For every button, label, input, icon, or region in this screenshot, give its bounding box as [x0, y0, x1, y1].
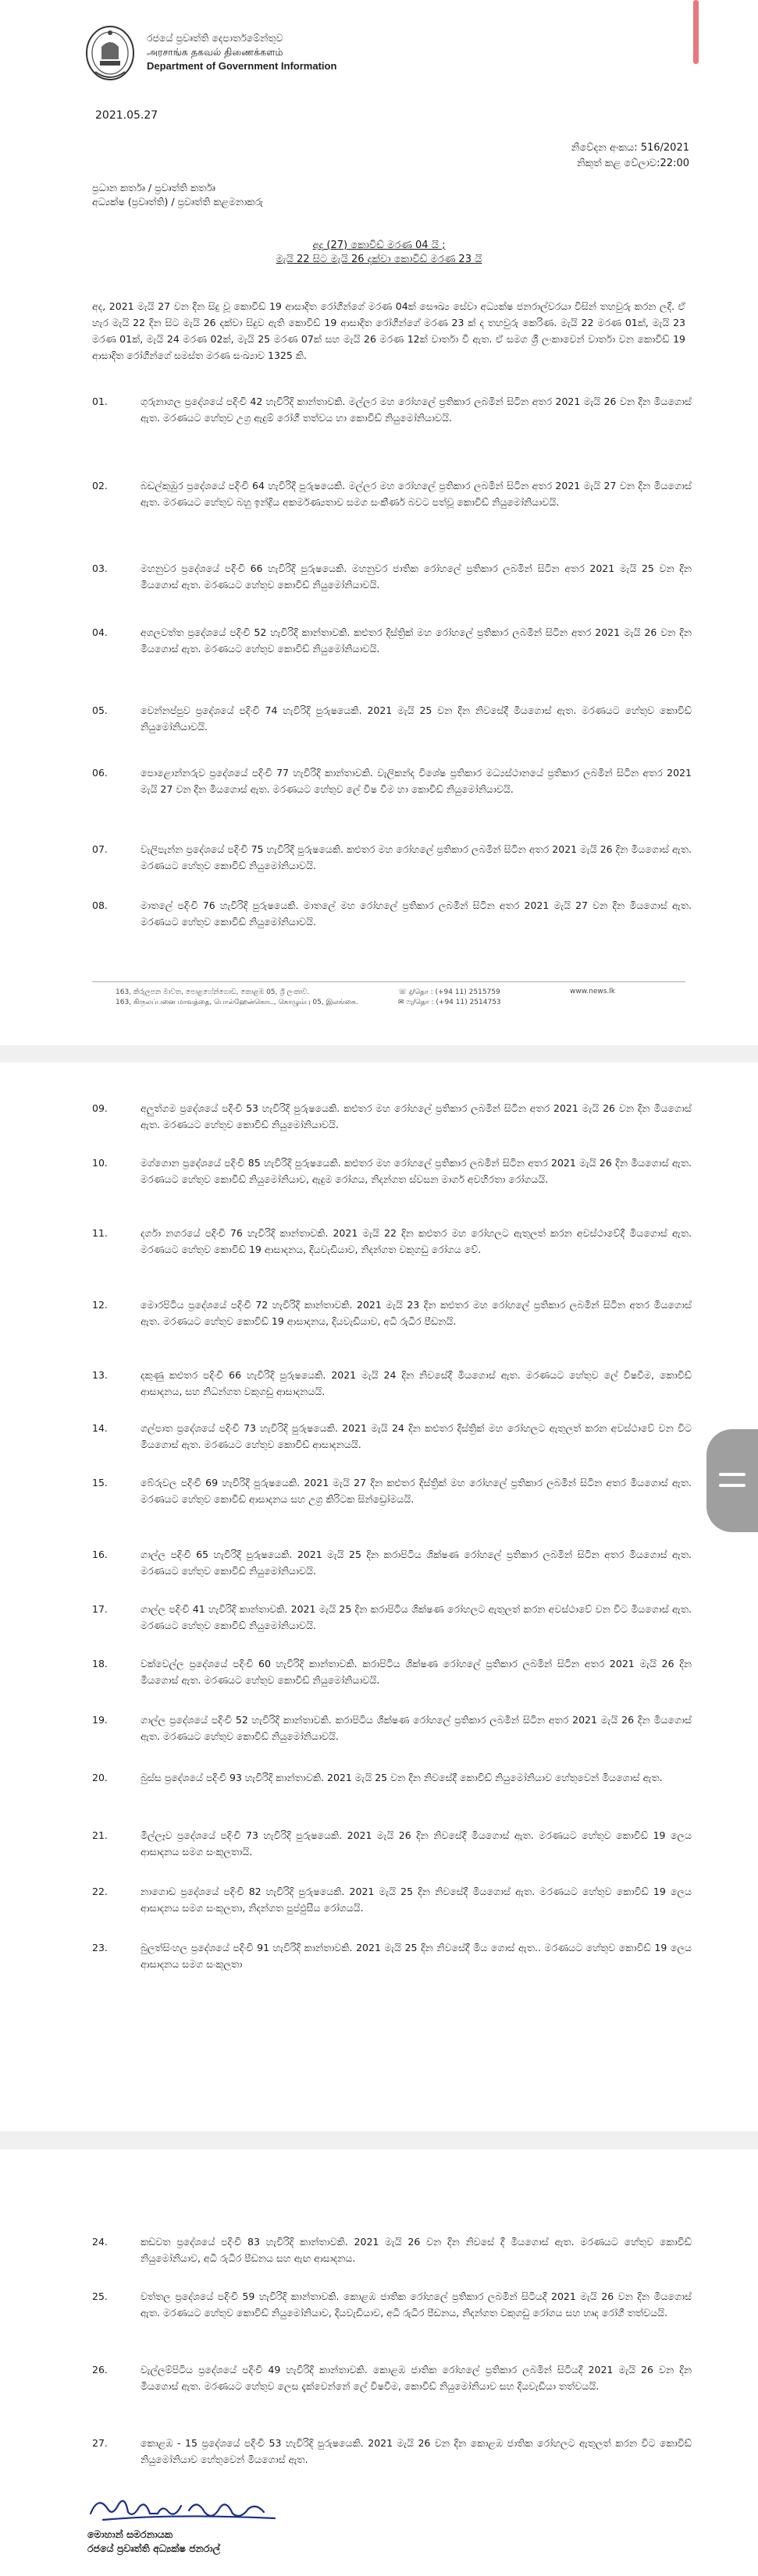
footer-contact	[398, 988, 501, 1008]
document-heading	[0, 239, 758, 267]
page-separator	[0, 1045, 758, 1063]
footer-website: www.news.lk	[570, 988, 615, 995]
page-2: 09. අලුත්ගම ප්‍රදේශයේ පදිංචි 53 හැවිරිදි පුරුෂයෙකි. කළුතර මහ රෝහලේ ප්‍රතිකාර ලබමින් සිටින අතර 2021 මැයි 26 වන දින මියගොස් ඇත. මරණයට හේතුව කොවිඩ් නියුමෝනියාවයි. 10. මග්ගොන ප්‍රදේශයේ පදිංචි 85 හැවිරිදි පුරුෂයෙකි. කළුතර මහ රෝහලේ ප්‍රතිකාර ලබමින් සිටින අතර 2021 මැයි 26 දින මියගොස් ඇත. මරණයට හේතුව කොවිඩ් නියුමෝනියාව, ඇදුම රෝගය, නිදන්ගත ස්වසන මාර්ග අවහිරතා රෝගයයි. 11. දර්ගා නගරයේ පදිංචි 76 හැවිරිදි කාන්තාවකි. 2021 මැයි 22 දින කළුතර මහ රෝහලට ඇතුලත් කරන අවස්ථාවේදී මියගොස් ඇත. මරණයට හේතුව කොවිඩ් 19 ආසාදනය, දියවැඩියාව, නිදන්ගත වකුගඩු රෝගය වේ. 12. මොරපිටිය ප්‍රදේශයේ පදිංචි 72 හැවිරිදි කාන්තාවකි. 2021 මැයි 23 දින කළුතර මහ රෝහලේ ප්‍රතිකාර ලබමින් සිටින අතර මියගොස් ඇත. මරණයට හේතුව කොවිඩ් 19 ආසාදනය, දියවැඩියාව, අධි රුධිර පීඩනයි. 13. දකුණු කළුතර පදිංචි 66 හැවිරිදි පුරුෂයෙකි. 2021 මැයි 24 දින නිවසේදී මියගොස් ඇත. මරණයට හේතුව ලේ විෂවීම, කොවිඩ් ආසාදනය, සහ නිධන්ගත වකුගඩු ආසාදනයයි. 14. ගල්පාත ප්‍රදේශයේ පදිංචි 73 හැවිරිදි පුරුෂයෙකි. 2021 මැයි 24 දින කළුතර දිස්ත්‍රික් මහ රෝහලට ඇතුලත් කරන අවස්ථාවේ වන විට මියගොස් ඇත. මරණයට හේතුව කොවිඩ් ආසාදනයයි. 15. බේරුවල පදිංචි 69 හැවිරිදි පුරුෂයෙකි. 2021 මැයි 27 දින කළුතර දිස්ත්‍රික් මහ රෝහලේ ප්‍රතිකාර ලබමින් සිටින අතර මියගොස් ඇත. මරණයට හේතුව කොවිඩ් ආසාදනය සහ උග්‍ර කිරිටක සින්ඩ්‍රෝමයයි. 16. ගාල්ල පදිංචි 65 හැවිරිදි පුරුෂයෙකි. 2021 මැයි 25 දින කරාපිටිය ශික්ෂණ රෝහලේ ප්‍රතිකාර ලබමින් සිටින අතර මියගොස් ඇත. මරණයට හේතුව කොවිඩ් නියුමෝනියාවයි. 17. ගාල්ල පදිංචි 41 හැවිරිදි කාන්තාවකි. 2021 මැයි 25 දින කරාපිටිය ශික්ෂණ රෝහලට ඇතුලත් කරන අවස්ථාවේ වන විට මියගොස් ඇත. මරණයට හේතුව කොවිඩ් නියුමෝනියාවයි. 18. වක්වෙල්ල ප්‍රදේශයේ පදිංචි 60 හැවිරිදි කාන්තාවකි. කරාපිටිය ශික්ෂණ රෝහලේ ප්‍රතිකාර ලබමින් සිටින අතර 2021 මැයි 26 දින මියගොස් ඇත. මරණයට හේතුව කොවිඩ් නියුමෝනියාවයි. 19. ගාල්ල ප්‍රදේශයේ පදිංචි 52 හැවිරිදි කාන්තාවකි. කරාපිටිය ශික්ෂණ රෝහලේ ප්‍රතිකාර ලබමින් සිටින අතර 2021 මැයි 26 දින මියගොස් ඇත. මරණයට හේතුව කොවිඩ් නියුමෝනියාවයි. 20. බුස්ස ප්‍රදේශයේ පදිංචි 93 හැවිරිදි කාන්තාවකි. 2021 මැයි 25 වන දින නිවසේදී කොවිඩ් නියුමෝනියාව හේතුවෙන් මියගොස් ඇත. 21. මිල්ලෑව ප්‍රදේශයේ පදිංචි 73 හැවිරිදි පුරුෂයෙකි. 2021 මැයි 26 දින නිවසේදී මියගොස් ඇත. මරණයට හේතුව කොවිඩ් 19 ලෙය ආසාදනය සමග සංකූලතායි. 22. නාගොඩ ප්‍රදේශයේ පදිංචි 82 හැවිරිදි පුරුෂයෙකි. 2021 මැයි 25 දින නිවසේදී මියගොස් ඇත. මරණයට හේතුව කොවිඩ් 19 ලෙය ආසාදනය සමග සංකූලතා, නිදන්ගත පුප්ඵුසීය රෝගයයි. 23. බුලත්සිංහල ප්‍රදේශයේ පදිංචි 91 හැවිරිදි කාන්තාවකි. 2021 මැයි 25 දින නිවසේදී මිය ගොස් ඇත.. මරණයට හේතුව කොවිඩ් 19 ලෙය ආසාදනය සමග සංකූලතා	[0, 1063, 758, 2131]
heading-line-1: අද (27) කොවිඩ් මරණ 04 යි ;	[312, 240, 446, 251]
release-date: 2021.05.27	[95, 109, 158, 122]
footer-address	[116, 988, 358, 1008]
release-time: නිකුත් කළ වේලාව:22:00	[577, 158, 689, 169]
red-mark	[693, 0, 699, 64]
footer-fax: ✉ ෆැ/தொ : (+94 11) 2514753	[398, 999, 501, 1006]
handle-line-icon	[719, 1473, 746, 1476]
page-3: 24. කඩවත ප්‍රදේශයේ පදිංචි 83 හැවිරිදි කාන්තාවකි. 2021 මැයි 26 වන දින නිවසේ දී මියගොස් ඇත. මරණයට හේතුව කොවිඩ් නියුමෝනියාව, අධි රුධිර පීඩනය සහ ඇඟ ආසාදනය. 25. වත්තල ප්‍රදේශයේ පදිංචි 59 හැවිරිදි කාන්තාවකි. කොළඹ ජාතික රෝහලේ ප්‍රතිකාර ලබමින් සිටියදී 2021 මැයි 26 වන දින මියගොස් ඇත. මරණයට හේතුව කොවිඩ් නියුමෝනියාව, දියවැඩියාව, අධි රුධිර පීඩනය, නිදන්ගත වකුගඩු රෝගය සහ හෘද රෝගී තත්වයයි. 26. වැල්ලම්පිටිය ප්‍රදේශයේ පදිංචි 49 හැවිරිදි කාන්තාවකි. කොළඹ ජාතික රෝහලේ ප්‍රතිකාර ලබමින් සිටියදී 2021 මැයි 26 වන දින මියගොස් ඇත. මරණයට හේතුව ලෙස දැක්වෙන්නේ ලේ විෂවීම, කොවිඩ් නියුමෝනියාව සහ දියවැඩියා තත්වයයි. 27. කොළඹ - 15 ප්‍රදේශයේ පදිංචි 53 හැවිරිදි පුරුෂයෙකි. 2021 මැයි 26 වන දින කොළඹ ජාතික රෝහලට ඇතුලත් කරන විට කොවිඩ් නියුමෝනියාව හේතුවෙන් මියගොස් ඇත.	[0, 2149, 758, 2576]
government-emblem-logo	[84, 23, 136, 86]
page-separator	[0, 2131, 758, 2149]
handwritten-signature	[87, 2490, 290, 2528]
org-name-english: Department of Government Information	[147, 60, 337, 72]
intro-paragraph: අද, 2021 මැයි 27 වන දින සිදු වූ කොවිඩ් 19 ආසාදිත රෝගීන්ගේ මරණ 04ක් සෞඛ්‍ය සේවා අධ්‍යක්ෂ ජනරාල්වරයා විසින් තහවුරු කරන ලදි. ඒ හැර මැයි 22 දින සිට මැයි 26 දක්වා සිදුව ඇති කොවිඩ් 19 ආසාදිත රෝගීන්ගේ මරණ 23 ක් ද තහවුරු කෙරිණ. මැයි 22 මරණ 01ක්, මැයි 23 මරණ 01ක්, මැයි 24 මරණ 02ක්, මැයි 25 මරණ 07ක් සහ මැයි 26 මරණ 12ක් වාර්තා වී ඇත. ඒ සමග ශ්‍රී ලංකාවෙන් වාර්තා වන කොවිඩ් 19 ආසාදිත රෝගීන්ගේ සමස්ත මරණ සංඛ්‍යාව 1325 කි.	[92, 300, 686, 361]
heading-line-2: මැයි 22 සිට මැයි 26 දක්වා කොවිඩ් මරණ 23 යි	[276, 254, 482, 265]
scroll-handle[interactable]	[706, 1429, 758, 1532]
footer-phone: ☏ දු/தொ : (+94 11) 2515759	[398, 988, 500, 996]
footer-divider	[92, 981, 685, 982]
addressee-line: අධ්‍යක්ෂ (ප්‍රවෘත්ති) / ප්‍රවෘත්ති කළමනාකරු	[92, 196, 263, 208]
footer-address-sinhala: 163, කිරුලපන මාවත, පොළහේන්ගොඩ, කොළඹ 05, ශ්‍රී ලංකාව.	[116, 988, 310, 996]
signer-title: රජයේ ප්‍රවෘත්ති අධ්‍යක්ෂ ජනරාල්	[87, 2542, 221, 2554]
org-name-tamil: அரசாங்க தகவல் திணைக்களம்	[147, 46, 283, 58]
release-number: නිවේදන අංකය: 516/2021	[571, 142, 689, 154]
addressee-line: ප්‍රධාන කර්තෘ / ප්‍රවෘත්ති කර්තෘ	[92, 182, 215, 193]
release-refs	[571, 140, 689, 172]
page-1: රජයේ ප්‍රවෘත්ති දෙපාර්තමේන්තුව அரசாங்க தகவல் திணைக்களம் Department of Government Information 2021.05.27 නිවේදන අංකය: 516/2021 නිකුත් කළ වේලාව:22:00 ප්‍රධාන කර්තෘ / ප්‍රවෘත්ති කර්තෘ අධ්‍යක්ෂ (ප්‍රවෘත්ති) / ප්‍රවෘත්ති කළමනාකරු අද (27) කොවිඩ් මරණ 04 යි ; මැයි 22 සිට මැයි 26 දක්වා කොවිඩ් මරණ 23 යි අද, 2021 මැයි 27 වන දින සිදු වූ කොවිඩ් 19 ආසාදිත රෝගීන්ගේ මරණ 04ක් සෞඛ්‍ය සේවා අධ්‍යක්ෂ ජනරාල්වරයා විසින් තහවුරු කරන ලදි. ඒ හැර මැයි 22 දින සිට මැයි 26 දක්වා සිදුව ඇති කොවිඩ් 19 ආසාදිත රෝගීන්ගේ මරණ 23 ක් ද තහවුරු කෙරිණ. මැයි 22 මරණ 01ක්, මැයි 23 මරණ 01ක්, මැයි 24 මරණ 02ක්, මැයි 25 මරණ 07ක් සහ මැයි 26 මරණ 12ක් වාර්තා වී ඇත. ඒ සමග ශ්‍රී ලංකාවෙන් වාර්තා වන කොවිඩ් 19 ආසාදිත රෝගීන්ගේ සමස්ත මරණ සංඛ්‍යාව 1325 කි. 01. ගුරුනාගල ප්‍රදේශයේ පදිංචි 42 හැවිරිදි කාන්තාවකි. මල්ලර මහ රෝහලේ ප්‍රතිකාර ලබමින් සිටින අතර 2021 මැයි 26 වන දින මියගොස් ඇත. මරණයට හේතුව උග්‍ර ඇදුම් රෝගී තත්වය හා කොවිඩ් නියුමෝනියාවයි. 02. බඩල්කුඹුර ප්‍රදේශයේ පදිංචි 64 හැවිරිදි පුරුෂයෙකි. මල්ලර මහ රෝහලේ ප්‍රතිකාර ලබමින් සිටින අතර 2021 මැයි 27 වන දින මියගොස් ඇත. මරණයට හේතුව බහු ඉන්ද්‍රිය අකර්මණ්‍යතාව සමග සංකීර්ණ බවට පත්වූ කොවිඩ් නියුමෝනියාවයි. 03. මහනුවර ප්‍රදේශයේ පදිංචි 66 හැවිරිදි පුරුෂයෙකි. මහනුවර ජාතික රෝහලේ ප්‍රතිකාර ලබමින් සිටින අතර 2021 මැයි 25 වන දින මියගොස් ඇත. මරණයට හේතුව කොවිඩ් නියුමෝනියාවයි. 04. අගලවත්ත ප්‍රදේශයේ පදිංචි 52 හැවිරිදි කාන්තාවකි. කළුතර දිස්ත්‍රික් මහ රෝහලේ ප්‍රතිකාර ලබමින් සිටින අතර 2021 මැයි 26 වන දින මියගොස් ඇත. මරණයට හේතුව කොවිඩ් නියුමෝනියාවයි. 05. වෙන්නප්පුව ප්‍රදේශයේ පදිංචි 74 හැවිරිදි පුරුෂයෙකි. 2021 මැයි 25 වන දින නිවසේදී මියගොස් ඇත. මරණයට හේතුව කොවිඩ් නියුමෝනියාවයි. 06. පොළොන්නරුව ප්‍රදේශයේ පදිංචි 77 හැවිරිදි කාන්තාවකි. වැලිකන්ද විශේෂ ප්‍රතිකාර මධ්‍යස්ථානයේ ප්‍රතිකාර ලබමින් සිටින අතර 2021 මැයි 27 වන දින මියගොස් ඇත. මරණයට හේතුව ලේ විෂ වීම හා කොවිඩ් නියුමෝනියාවයි. 07. වැලිපැන්න ප්‍රදේශයේ පදිංචි 75 හැවිරිදි පුරුෂයෙකි. කළුතර මහ රෝහලේ ප්‍රතිකාර ලබමින් සිටින අතර 2021 මැයි 26 දින මියගොස් ඇත. මරණයට හේතුව කොවිඩ් නියුමෝනියාවයි. 08. මාතලේ පදිංචි 76 හැවිරිදි පුරුෂයෙකි. මාතලේ මහ රෝහලේ ප්‍රතිකාර ලබමින් සිටින අතර 2021 මැයි 27 වන දින මියගොස් ඇත. මරණයට හේතුව කොවිඩ් නියුමෝනියාවයි. 163, කිරුලපන මාවත, පොළහේන්ගොඩ, කොළඹ 05, ශ්‍රී ලංකාව. 163, கிருலப்பனை மாவத்தை, பொல்ஹேன்கொட, கொழும்பு 05, இலங்கை. ☏ දු/தொ : (+94 11) 2515759 ✉ ෆැ/தொ : (+94 11) 2514753 www.news.lk	[0, 0, 758, 1045]
signer-block	[87, 2528, 220, 2556]
org-name-sinhala: රජයේ ප්‍රවෘත්ති දෙපාර්තමේන්තුව	[147, 32, 283, 44]
handle-line-icon	[719, 1484, 746, 1487]
fax-icon: ✉ ෆැ/தொ :	[398, 999, 434, 1006]
phone-icon: ☏ දු/தொ :	[398, 988, 433, 996]
addressees	[92, 181, 263, 209]
footer-address-tamil: 163, கிருலப்பனை மாவத்தை, பொல்ஹேன்கொட, கொழும்பு 05, இலங்கை.	[116, 999, 358, 1006]
signer-name: මොහාන් සමරනායක	[87, 2528, 173, 2540]
organization-name	[147, 31, 336, 73]
